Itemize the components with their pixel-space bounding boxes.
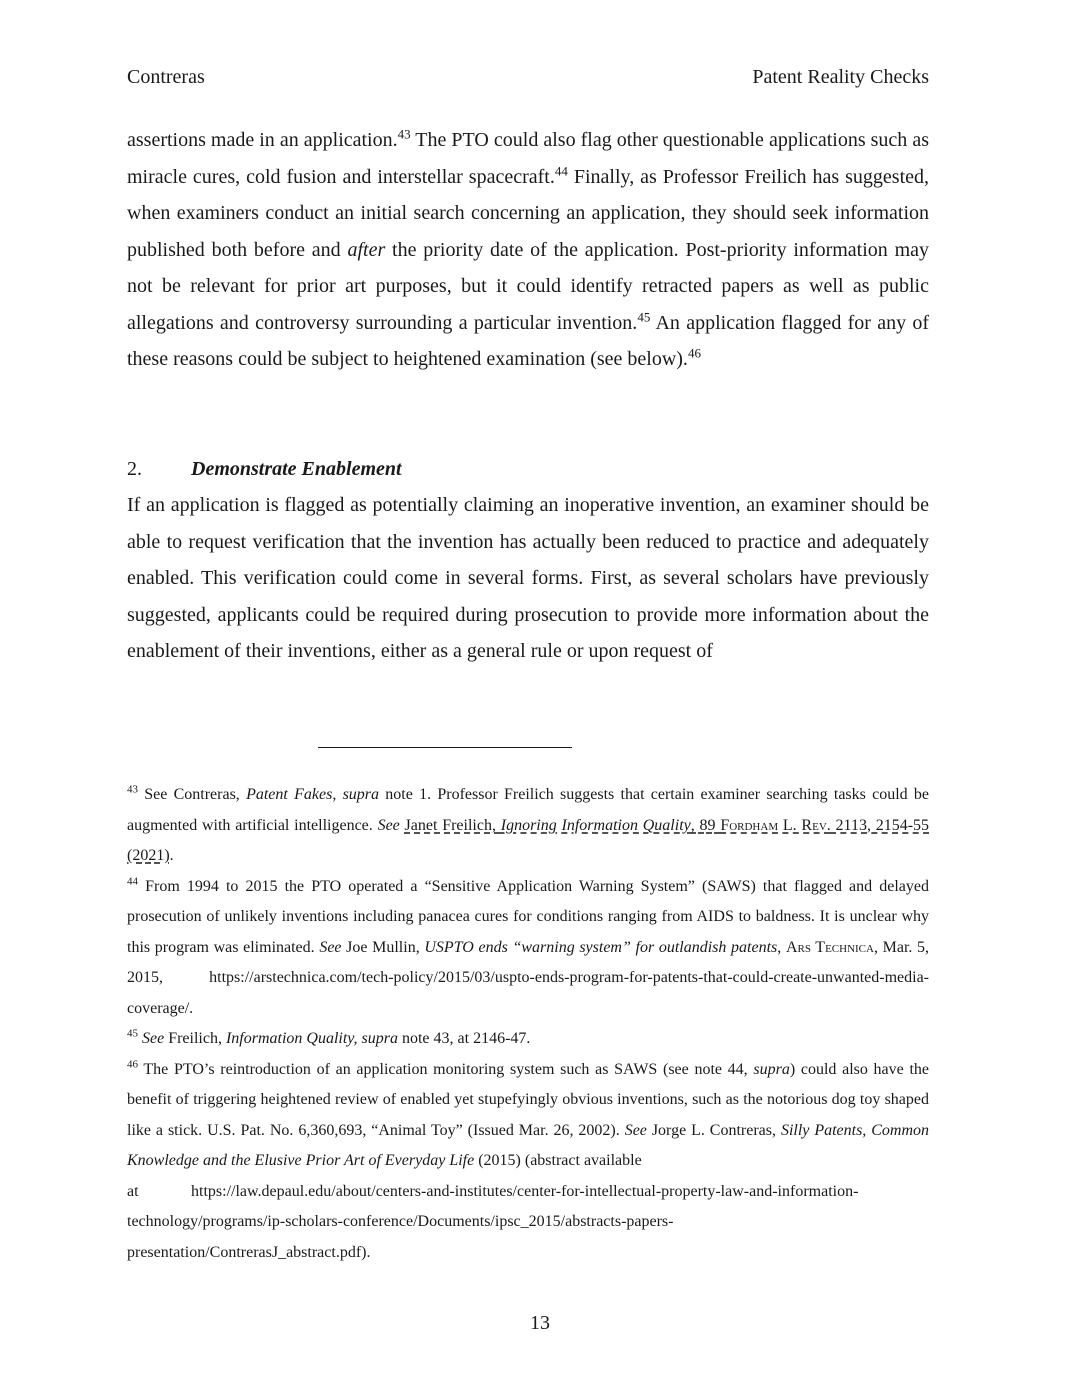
footnote-number: 44: [127, 875, 138, 888]
footnote-43: [127, 780, 929, 872]
text-run: Joe Mullin,: [341, 938, 425, 956]
citation-title: Silly Patents, Common Knowledge and the Elusive Prior Art of Everyday Life: [127, 1121, 930, 1169]
section-number: 2.: [127, 458, 142, 480]
text-run: note 1. Professor Freilich suggests that certain examiner searching tasks could be augmented with artificial intelligence.: [127, 786, 930, 834]
text-run: ) could also have the benefit of triggering heightened review of enabled yet stupefyingly obvious inventions, such as the notorious dog toy shaped like a stick. U.S. Pat. No. 6,360,693, “Animal Toy” (Issued Mar. 26, 2002).: [127, 1060, 929, 1139]
signal-see: See: [142, 1030, 165, 1047]
text-run: at: [127, 1182, 139, 1200]
text-run: 2113, 2154-55 (2021): [127, 816, 930, 864]
signal-see: See: [319, 938, 342, 956]
url-text[interactable]: https://law.depaul.edu/about/centers-and-institutes/center-for-intellectual-property-law-and-information-: [191, 1182, 859, 1200]
journal-name: Fordham L. Rev.: [720, 816, 831, 834]
footnote-number: 43: [127, 783, 138, 796]
footnote-url-line: [127, 1177, 929, 1208]
footnote-number: 45: [127, 1027, 138, 1040]
text-run: assertions made in an application.: [127, 129, 398, 151]
signal-see: See: [624, 1121, 647, 1139]
footnotes: [127, 780, 929, 1268]
text-run: ,: [332, 786, 343, 803]
text-run: the priority date of the application. Post-priority information may not be relevant for prior art purposes, but it could identify retracted papers as well as public allegations and controversy surrounding a particular invention.: [127, 238, 930, 334]
text-run: The PTO’s reintroduction of an application monitoring system such as SAWS (see note 44,: [138, 1060, 754, 1078]
footnote-ref-45[interactable]: 45: [637, 308, 651, 324]
body-paragraph-2: [127, 487, 929, 670]
running-header-author: Contreras: [127, 66, 205, 88]
footnote-number: 46: [127, 1058, 138, 1071]
page-number: 13: [530, 1312, 550, 1334]
text-run: From 1994 to 2015 the PTO operated a “Sensitive Application Warning System” (SAWS) that flagged and delayed prosecution of unlikely inventions including panacea cures for conditions ranging from AIDS to baldness. It is unclear why this program was eliminated.: [127, 877, 929, 956]
text-run: An application flagged for any of these reasons could be subject to heightened examination (see below).: [127, 311, 930, 370]
running-header-title: Patent Reality Checks: [752, 66, 929, 88]
text-run: Freilich,: [164, 1030, 226, 1047]
signal-supra: supra: [342, 786, 380, 803]
emphasis-after: after: [347, 238, 386, 261]
text-run: note 43, at 2146-47.: [397, 1030, 531, 1047]
text-run: , 89: [690, 816, 721, 834]
text-run: , Mar. 5, 2015, https://arstechnica.com/tech-policy/2015/03/uspto-ends-program-for-patents-that-could-create-unwanted-media-coverage/.: [127, 938, 930, 1017]
section-title: Demonstrate Enablement: [191, 458, 402, 480]
citation-title: Ignoring Information Quality: [500, 816, 691, 834]
footnote-45: [127, 1024, 929, 1055]
text-run: Jorge L. Contreras,: [646, 1121, 781, 1139]
footnote-ref-43[interactable]: 43: [397, 126, 411, 142]
signal-see: See: [377, 816, 400, 834]
url-text[interactable]: presentation/ContrerasJ_abstract.pdf).: [127, 1243, 371, 1261]
citation-title: Patent Fakes: [246, 786, 333, 803]
citation-title: Information Quality, supra: [225, 1030, 398, 1047]
text-run: .: [169, 847, 174, 864]
publication-name: Ars Technica: [785, 938, 874, 956]
footnote-separator: [318, 747, 572, 748]
section-heading: [127, 451, 402, 487]
text-run: Finally, as Professor Freilich has suggested, when examiners conduct an initial search concerning an application, they should seek information published both before and: [127, 165, 930, 261]
citation-title: USPTO ends “warning system” for outlandish patents: [424, 938, 778, 956]
footnote-44: [127, 872, 929, 1025]
text-run: Janet Freilich,: [404, 816, 501, 834]
body-paragraph-1: [127, 122, 929, 378]
text-run: (2015) (abstract available: [474, 1152, 642, 1169]
text-run: See Contreras,: [138, 786, 247, 803]
url-text[interactable]: technology/programs/ip-scholars-conference/Documents/ipsc_2015/abstracts-papers-: [127, 1213, 674, 1230]
text-run: ,: [777, 938, 786, 956]
text-run: The PTO could also flag other questionable applications such as miracle cures, cold fusion and interstellar spacecraft.: [127, 129, 929, 188]
footnote-ref-44[interactable]: 44: [554, 162, 568, 178]
paragraph-text: If an application is flagged as potentially claiming an inoperative invention, an examiner should be able to request verification that the invention has actually been reduced to practice and adequately enabled. This verification could come in several forms. First, as several scholars have previously suggested, applicants could be required during prosecution to provide more information about the enablement of their inventions, either as a general rule or upon request of: [127, 494, 929, 662]
footnote-46: [127, 1055, 929, 1269]
footnote-ref-46[interactable]: 46: [687, 345, 701, 361]
signal-supra: supra: [753, 1060, 790, 1078]
